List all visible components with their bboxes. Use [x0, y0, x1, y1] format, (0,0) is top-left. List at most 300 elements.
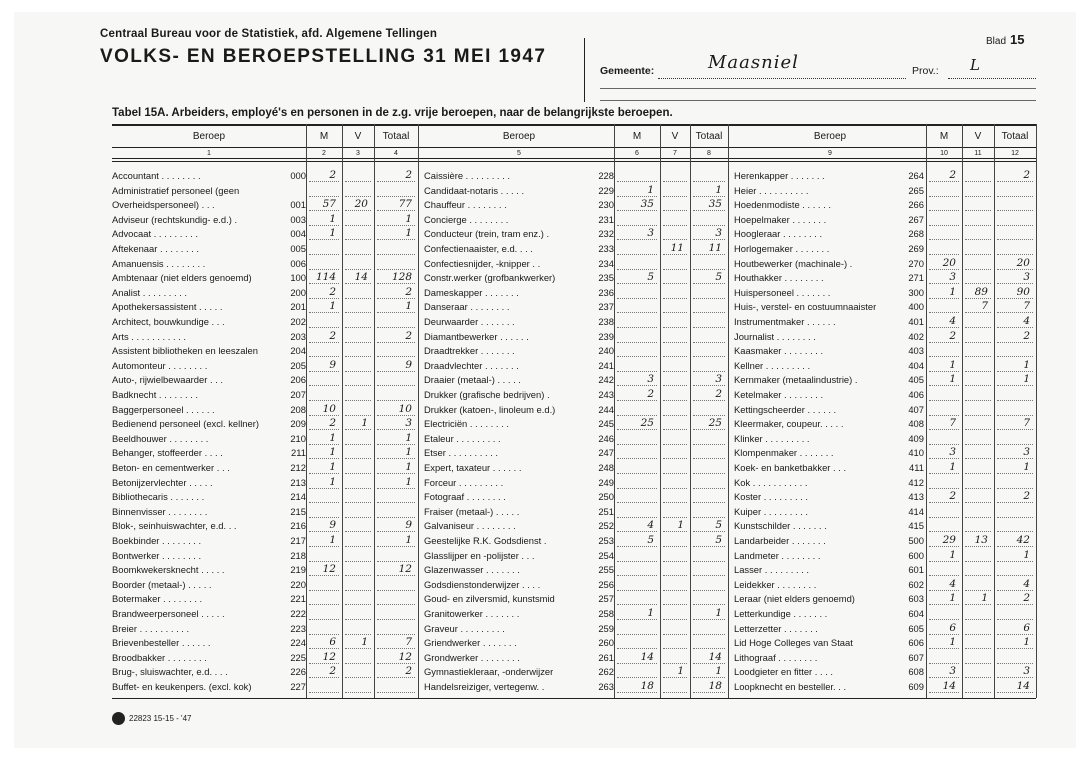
value-m: 29 — [942, 534, 956, 546]
table-row — [112, 623, 284, 635]
group-1-m-header: M — [319, 131, 329, 142]
table-row — [112, 345, 284, 357]
value-t: 35 — [708, 198, 722, 211]
value-v — [962, 651, 988, 663]
value-m: 3 — [949, 446, 956, 459]
value-m — [306, 490, 336, 502]
table-row — [734, 331, 902, 343]
occupation-label: Brievenbesteller . . . . . . — [112, 637, 211, 649]
header-rule-2 — [600, 100, 1036, 101]
table-row — [112, 404, 284, 416]
value-v — [962, 184, 988, 196]
occupation-label: Beton- en cementwerker . . . — [112, 462, 230, 473]
value-t: 18 — [708, 680, 722, 692]
table-row — [424, 506, 592, 518]
value-v — [962, 213, 988, 225]
occupation-code: 237 — [598, 301, 614, 313]
value-m — [614, 578, 654, 590]
occupation-label: Kernmaker (metaalindustrie) . — [734, 374, 858, 386]
value-m — [614, 359, 654, 371]
value-v — [660, 476, 684, 488]
value-m — [306, 257, 336, 269]
value-m: 1 — [329, 227, 336, 240]
value-v — [962, 549, 988, 561]
header-separator — [584, 38, 585, 102]
value-m: 2 — [647, 388, 654, 400]
occupation-label: Ketelmaker . . . . . . . . — [734, 389, 824, 400]
table-row — [112, 389, 284, 401]
table-row — [734, 608, 902, 620]
value-v — [342, 432, 368, 444]
table-row — [112, 170, 284, 182]
value-v — [342, 184, 368, 196]
value-v — [660, 549, 684, 561]
occupation-label: Confectienaaister, e.d. . . . — [424, 243, 533, 254]
group-2-col-number: 7 — [673, 150, 677, 157]
occupation-code: 242 — [598, 374, 614, 386]
value-t — [994, 519, 1030, 531]
value-v — [342, 286, 368, 298]
occupation-code: 243 — [598, 389, 614, 400]
group-1-beroep-header: Beroep — [192, 131, 226, 142]
occupation-code: 259 — [598, 622, 614, 634]
table-row — [112, 491, 284, 503]
occupation-code: 604 — [908, 608, 924, 619]
value-t — [374, 490, 412, 502]
value-v — [342, 169, 368, 181]
value-v — [342, 461, 368, 473]
group-3-col-number: 9 — [828, 150, 832, 157]
value-v — [342, 490, 368, 502]
value-t: 2 — [715, 388, 722, 400]
table-row — [112, 520, 284, 532]
value-m — [614, 446, 654, 458]
occupation-code: 260 — [598, 637, 614, 649]
occupation-label: Binnenvisser . . . . . . . . — [112, 505, 208, 517]
occupation-code: 234 — [598, 257, 614, 269]
value-v — [342, 563, 368, 575]
table-row — [112, 579, 284, 591]
occupation-code: 241 — [598, 359, 614, 371]
group-2-col-number: 6 — [635, 150, 639, 157]
value-v — [962, 622, 988, 634]
occupation-label: Deurwaarder . . . . . . . — [424, 316, 515, 327]
prov-line — [948, 78, 1036, 79]
value-m — [926, 607, 956, 619]
value-m — [926, 403, 956, 415]
table-row — [734, 564, 902, 576]
occupation-code: 605 — [908, 622, 924, 634]
value-m: 1 — [949, 592, 956, 605]
occupation-code: 404 — [908, 359, 924, 371]
table-row — [424, 404, 592, 416]
occupation-code: 603 — [908, 593, 924, 605]
occupation-code: 244 — [598, 403, 614, 415]
occupation-label: Letterkundige . . . . . . . — [734, 608, 828, 619]
occupation-label: Goud- en zilversmid, kunstsmid — [424, 593, 555, 605]
table-row — [734, 681, 902, 693]
value-t — [994, 505, 1030, 517]
group-1-col-number: 2 — [322, 150, 326, 157]
value-m — [614, 622, 654, 634]
occupation-code: 202 — [290, 316, 306, 327]
table-row — [734, 345, 902, 357]
occupation-code: 403 — [908, 345, 924, 357]
occupation-label: Ambtenaar (niet elders genoemd) — [112, 272, 252, 284]
occupation-label: Gymnastiekleraar, -onderwijzer — [424, 666, 554, 678]
value-t: 5 — [715, 519, 722, 532]
value-t: 4 — [1023, 577, 1030, 590]
printer-stamp-icon — [112, 712, 125, 725]
table-row — [112, 316, 284, 328]
occupation-code: 268 — [908, 228, 924, 240]
table-row — [424, 243, 592, 255]
value-v — [660, 680, 684, 692]
value-m: 2 — [949, 490, 956, 503]
occupation-label: Kunstschilder . . . . . . . — [734, 520, 827, 532]
table-row — [112, 199, 284, 211]
occupation-code: 246 — [598, 432, 614, 444]
value-m: 1 — [949, 373, 956, 386]
occupation-label: Leidekker . . . . . . . . — [734, 578, 817, 590]
value-m — [614, 169, 654, 181]
occupation-code: 609 — [908, 681, 924, 692]
table-row — [424, 418, 592, 430]
header-divider-rule — [112, 147, 1036, 148]
table-row — [424, 477, 592, 489]
value-t — [994, 607, 1030, 619]
occupation-label: Diamantbewerker . . . . . . — [424, 330, 529, 342]
occupation-code: 240 — [598, 345, 614, 357]
value-v — [660, 505, 684, 517]
value-m: 5 — [647, 534, 654, 546]
value-t — [690, 636, 722, 648]
value-m — [306, 578, 336, 590]
table-row — [112, 185, 284, 197]
value-m: 2 — [329, 665, 336, 678]
value-m — [614, 461, 654, 473]
value-m — [614, 315, 654, 327]
occupation-label: Huis-, verstel- en costuumnaaister — [734, 301, 877, 313]
value-v — [342, 505, 368, 517]
occupation-label: Beeldhouwer . . . . . . . . — [112, 432, 209, 444]
occupation-code: 209 — [290, 418, 306, 430]
value-v — [660, 257, 684, 269]
table-row — [734, 199, 902, 211]
value-t — [374, 257, 412, 269]
value-v — [962, 665, 988, 677]
table-row — [424, 550, 592, 562]
value-v: 20 — [354, 198, 368, 211]
occupation-code: 226 — [290, 666, 306, 678]
occupation-code: 201 — [290, 301, 306, 313]
occupation-code: 600 — [908, 549, 924, 561]
occupation-code: 001 — [290, 199, 306, 211]
table-row — [424, 623, 592, 635]
table-row — [734, 433, 902, 445]
value-m: 1 — [329, 461, 336, 473]
table-row — [112, 331, 284, 343]
occupation-code: 411 — [909, 462, 924, 473]
value-m: 9 — [329, 519, 336, 532]
table-row — [424, 535, 592, 547]
value-v — [962, 344, 988, 356]
occupation-code: 200 — [290, 286, 306, 298]
table-row — [424, 579, 592, 591]
table-row — [112, 433, 284, 445]
value-m — [306, 622, 336, 634]
value-v — [342, 388, 368, 400]
value-v — [962, 490, 988, 502]
occupation-code: 249 — [598, 476, 614, 488]
value-t: 1 — [1023, 373, 1030, 386]
value-v — [962, 476, 988, 488]
gemeente-value: Maasniel — [708, 52, 799, 73]
table-row — [424, 520, 592, 532]
table-row — [734, 550, 902, 562]
occupation-code: 203 — [290, 330, 306, 342]
value-v — [660, 359, 684, 371]
value-t — [690, 169, 722, 181]
group-3-col-number: 10 — [940, 150, 948, 157]
value-v — [342, 257, 368, 269]
value-v — [660, 286, 684, 298]
occupation-label: Bontwerker . . . . . . . . — [112, 549, 202, 561]
value-v — [660, 213, 684, 225]
value-t — [690, 578, 722, 590]
value-t: 5 — [715, 271, 722, 284]
value-t: 7 — [1023, 417, 1030, 430]
occupation-code: 231 — [598, 213, 614, 225]
occupation-code: 218 — [290, 549, 306, 561]
occupation-code: 211 — [291, 447, 306, 459]
value-t — [374, 388, 412, 400]
value-t: 2 — [1023, 329, 1030, 342]
value-m — [926, 563, 956, 575]
group-2-totaal-header: Totaal — [695, 131, 723, 142]
table-row — [424, 389, 592, 401]
table-row — [424, 681, 592, 693]
occupation-label: Kettingscheerder . . . . . . — [734, 403, 837, 415]
occupation-code: 254 — [598, 549, 614, 561]
occupation-code: 601 — [908, 564, 924, 576]
value-t — [994, 213, 1030, 225]
value-v — [962, 169, 988, 181]
value-t: 1 — [1023, 358, 1030, 371]
occupation-label: Grondwerker . . . . . . . . — [424, 651, 520, 663]
value-m: 20 — [942, 256, 956, 269]
table-row — [424, 447, 592, 459]
value-v — [342, 519, 368, 531]
value-m — [926, 242, 956, 254]
table-row — [112, 447, 284, 459]
value-m: 1 — [329, 212, 336, 225]
value-v — [660, 592, 684, 604]
value-t — [994, 432, 1030, 444]
value-v — [660, 184, 684, 196]
table-row — [734, 258, 902, 270]
occupation-code: 212 — [290, 462, 306, 473]
value-t: 2 — [405, 169, 412, 181]
value-t: 1 — [405, 431, 412, 444]
occupation-code: 413 — [908, 491, 924, 503]
value-t — [994, 344, 1030, 356]
occupation-label: Caissière . . . . . . . . . — [424, 170, 510, 181]
value-v — [962, 257, 988, 269]
value-t — [690, 330, 722, 342]
table-row — [424, 345, 592, 357]
table-row — [734, 666, 902, 678]
value-t — [374, 184, 412, 196]
occupation-code: 223 — [290, 622, 306, 634]
value-t: 14 — [1016, 680, 1030, 692]
occupation-label: Houtbewerker (machinale-) . — [734, 257, 853, 269]
occupation-label: Koek- en banketbakker . . . — [734, 462, 847, 473]
value-m: 1 — [949, 358, 956, 371]
value-t — [994, 227, 1030, 239]
table-row — [734, 506, 902, 518]
value-m — [306, 607, 336, 619]
value-v — [660, 432, 684, 444]
value-m: 1 — [949, 548, 956, 561]
value-t — [690, 622, 722, 634]
value-t: 2 — [405, 329, 412, 342]
occupation-label: Accountant . . . . . . . . — [112, 170, 201, 181]
occupation-label: Constr.werker (grofbankwerker) — [424, 272, 556, 284]
occupation-label: Amanuensis . . . . . . . . — [112, 257, 206, 269]
table-title: Tabel 15A. Arbeiders, employé's en personen in de z.g. vrije beroepen, naar de belangrijkste beroepen. — [112, 107, 673, 119]
value-v — [962, 373, 988, 385]
table-row — [734, 477, 902, 489]
table-row — [112, 637, 284, 649]
value-m — [306, 184, 336, 196]
value-t — [994, 476, 1030, 488]
group-1-col-number: 1 — [207, 150, 211, 157]
occupation-code: 409 — [908, 432, 924, 444]
table-row — [112, 272, 284, 284]
occupation-code: 264 — [908, 170, 924, 181]
table-row — [112, 550, 284, 562]
value-v — [660, 344, 684, 356]
value-t — [690, 213, 722, 225]
value-t: 20 — [1016, 256, 1030, 269]
value-v — [962, 198, 988, 210]
value-m — [926, 388, 956, 400]
value-v: 1 — [677, 665, 684, 678]
value-t — [690, 476, 722, 488]
value-v — [342, 592, 368, 604]
value-m — [926, 300, 956, 312]
value-v — [342, 403, 368, 415]
value-v — [342, 373, 368, 385]
table-row — [112, 214, 284, 226]
table-row — [734, 374, 902, 386]
occupation-label: Buffet- en keukenpers. (excl. kok) — [112, 681, 252, 692]
occupation-label: Kellner . . . . . . . . . — [734, 359, 811, 371]
occupation-code: 300 — [908, 286, 924, 298]
value-m — [306, 592, 336, 604]
value-m: 6 — [329, 636, 336, 649]
value-m: 1 — [329, 534, 336, 546]
occupation-label: Brug-, sluiswachter, e.d. . . . — [112, 666, 228, 678]
group-3-totaal-header: Totaal — [1001, 131, 1029, 142]
value-m — [614, 563, 654, 575]
value-v — [962, 461, 988, 473]
value-t — [690, 490, 722, 502]
value-m: 1 — [647, 607, 654, 619]
value-v — [962, 359, 988, 371]
occupation-code: 258 — [598, 608, 614, 619]
value-m: 114 — [315, 271, 336, 284]
occupation-label: Klinker . . . . . . . . . — [734, 432, 810, 444]
table-row — [424, 462, 592, 474]
value-v — [342, 213, 368, 225]
occupation-code: 100 — [290, 272, 306, 284]
value-m: 6 — [949, 621, 956, 634]
value-t: 1 — [715, 665, 722, 678]
occupation-code: 215 — [290, 505, 306, 517]
occupation-label: Conducteur (trein, tram enz.) . — [424, 228, 550, 240]
table-row — [424, 170, 592, 182]
value-m — [614, 213, 654, 225]
table-row — [112, 462, 284, 474]
table-row — [112, 287, 284, 299]
value-m — [614, 636, 654, 648]
value-t — [374, 242, 412, 254]
occupation-label: Kuiper . . . . . . . . . — [734, 505, 808, 517]
occupation-code: 235 — [598, 272, 614, 284]
occupation-label: Apothekersassistent . . . . . — [112, 301, 223, 313]
occupation-code: 263 — [598, 681, 614, 692]
occupation-label: Landarbeider . . . . . . . — [734, 535, 826, 546]
occupation-label: Granitowerker . . . . . . . — [424, 608, 520, 619]
value-t — [994, 403, 1030, 415]
value-v — [342, 330, 368, 342]
value-t: 1 — [405, 461, 412, 473]
occupation-label: Loopknecht en besteller. . . — [734, 681, 847, 692]
occupation-label: Overheidspersoneel) . . . — [112, 199, 215, 211]
occupation-label: Huispersoneel . . . . . . . — [734, 286, 831, 298]
occupation-code: 208 — [290, 403, 306, 415]
value-m: 10 — [322, 402, 336, 415]
value-v — [660, 651, 684, 663]
occupation-label: Hoedenmodiste . . . . . . — [734, 199, 831, 211]
value-t: 1 — [405, 300, 412, 313]
value-v — [962, 403, 988, 415]
table-row — [112, 418, 284, 430]
value-m: 2 — [949, 169, 956, 181]
occupation-code: 207 — [290, 389, 306, 400]
occupation-code: 265 — [908, 184, 924, 196]
occupation-label: Etser . . . . . . . . . . — [424, 447, 498, 459]
occupation-code: 606 — [908, 637, 924, 649]
value-t — [374, 680, 412, 692]
value-v — [342, 446, 368, 458]
value-v — [660, 315, 684, 327]
value-v — [660, 417, 684, 429]
occupation-label: Boorder (metaal-) . . . . . — [112, 578, 212, 590]
value-m: 2 — [329, 329, 336, 342]
value-m — [614, 242, 654, 254]
value-v — [342, 242, 368, 254]
value-v — [962, 432, 988, 444]
value-m — [306, 242, 336, 254]
value-m — [614, 432, 654, 444]
value-v — [342, 549, 368, 561]
occupation-label: Etaleur . . . . . . . . . — [424, 432, 501, 444]
table-row — [734, 462, 902, 474]
value-t — [994, 184, 1030, 196]
